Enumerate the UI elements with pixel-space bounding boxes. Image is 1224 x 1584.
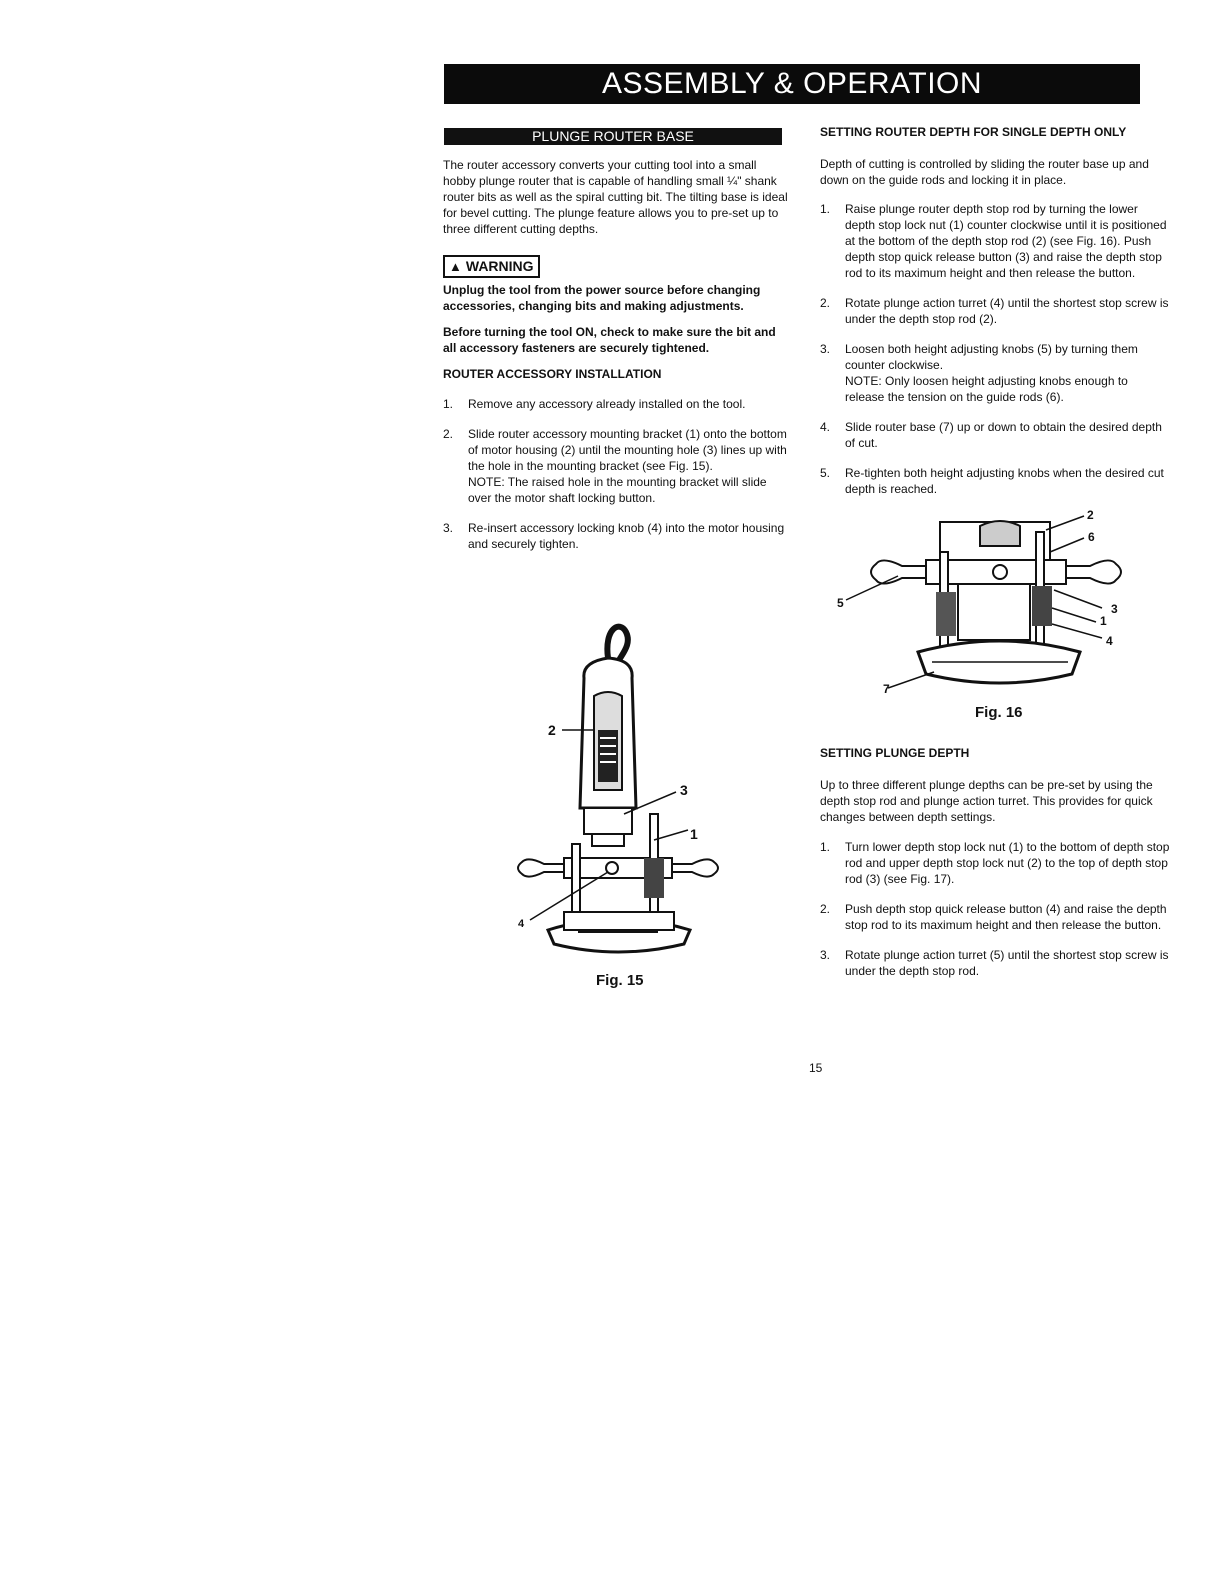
list-item: 4. Slide router base (7) up or down to obtain the desired depth of cut.	[820, 420, 1162, 450]
page-title: ASSEMBLY & OPERATION	[444, 64, 1140, 104]
fig16-callout-5: 5	[837, 596, 844, 610]
intro-paragraph: The router accessory converts your cutting tool into a small hobby plunge router that is capable of handling small ¼" shank router bits as well as the spiral cutting bit. The tilting base is ideal for bevel cutting. The plunge feature allows you to pre-set up to three different cutting depths.	[443, 158, 788, 236]
fig15-callout-1: 1	[690, 826, 698, 842]
figure-15-router-illustration	[508, 618, 748, 968]
list-item: 2. Slide router accessory mounting bracket (1) onto the bottom of motor housing (2) until the mounting hole (3) lines up with the hole in the mounting bracket (see Fig. 15). NOTE: The raised hole in the mounting bracket will slide over the motor shaft locking button.	[443, 427, 787, 505]
fig15-callout-3: 3	[680, 782, 688, 798]
depth-heading: SETTING ROUTER DEPTH FOR SINGLE DEPTH ONLY	[820, 125, 1127, 139]
fig16-callout-4: 4	[1106, 634, 1113, 648]
list-item: 2. Rotate plunge action turret (4) until the shortest stop screw is under the depth stop rod (2).	[820, 296, 1169, 326]
plunge-heading: SETTING PLUNGE DEPTH	[820, 746, 970, 760]
warning-label	[443, 255, 540, 278]
right-column	[820, 124, 1170, 497]
depth-intro: Depth of cutting is controlled by sliding the router base up and down on the guide rods and locking it in place.	[820, 157, 1149, 187]
list-item: 5. Re-tighten both height adjusting knobs when the desired cut depth is reached.	[820, 466, 1164, 496]
page-number: 15	[809, 1061, 823, 1075]
figure-16-caption: Fig. 16	[975, 704, 1023, 721]
figure-16-router-illustration	[840, 512, 1140, 702]
list-item: 2. Push depth stop quick release button (4) and raise the depth stop rod to its maximum height and then release the button.	[820, 902, 1167, 932]
warning-triangle-icon: ▲	[449, 259, 462, 274]
install-heading: ROUTER ACCESSORY INSTALLATION	[443, 367, 662, 381]
warning-paragraph-fasteners: Before turning the tool ON, check to make sure the bit and all accessory fasteners are securely tightened.	[443, 325, 776, 355]
warning-paragraph-unplug: Unplug the tool from the power source before changing accessories, changing bits and making adjustments.	[443, 283, 761, 313]
fig16-callout-6: 6	[1088, 530, 1095, 544]
depth-steps	[820, 201, 1170, 497]
plunge-depth-section	[820, 745, 1170, 979]
list-item: 3. Rotate plunge action turret (5) until the shortest stop screw is under the depth stop rod.	[820, 948, 1169, 978]
fig15-callout-2: 2	[548, 722, 556, 738]
plunge-steps	[820, 839, 1170, 979]
list-item: 1. Raise plunge router depth stop rod by turning the lower depth stop lock nut (1) counter clockwise until it is positioned at the bottom of the depth stop rod (2) (see Fig. 16). Push depth stop quick release button (3) and raise the depth stop rod to its maximum height and then release the button.	[820, 202, 1167, 280]
list-item: 1. Turn lower depth stop lock nut (1) to the bottom of depth stop rod and upper depth stop lock nut (2) to the top of depth stop rod (3) (see Fig. 17).	[820, 840, 1170, 886]
fig16-callout-3: 3	[1111, 602, 1118, 616]
left-column	[443, 128, 788, 552]
section-title-plunge-router-base: PLUNGE ROUTER BASE	[444, 128, 782, 145]
install-steps	[443, 396, 788, 552]
list-item: 1. Remove any accessory already installed on the tool.	[443, 397, 746, 411]
warning-text: WARNING	[465, 258, 534, 274]
fig16-callout-2: 2	[1087, 508, 1094, 522]
fig15-callout-4: 4	[518, 918, 525, 930]
list-item: 3. Re-insert accessory locking knob (4) into the motor housing and securely tighten.	[443, 521, 785, 551]
fig16-callout-7: 7	[883, 682, 890, 696]
figure-15-caption: Fig. 15	[596, 972, 644, 989]
plunge-intro: Up to three different plunge depths can be pre-set by using the depth stop rod and plunge action turret. This provides for quick changes between depth settings.	[820, 778, 1153, 824]
fig16-callout-1: 1	[1100, 614, 1107, 628]
list-item: 3. Loosen both height adjusting knobs (5) by turning them counter clockwise. NOTE: Only loosen height adjusting knobs enough to release the tension on the guide rods (6).	[820, 342, 1138, 404]
